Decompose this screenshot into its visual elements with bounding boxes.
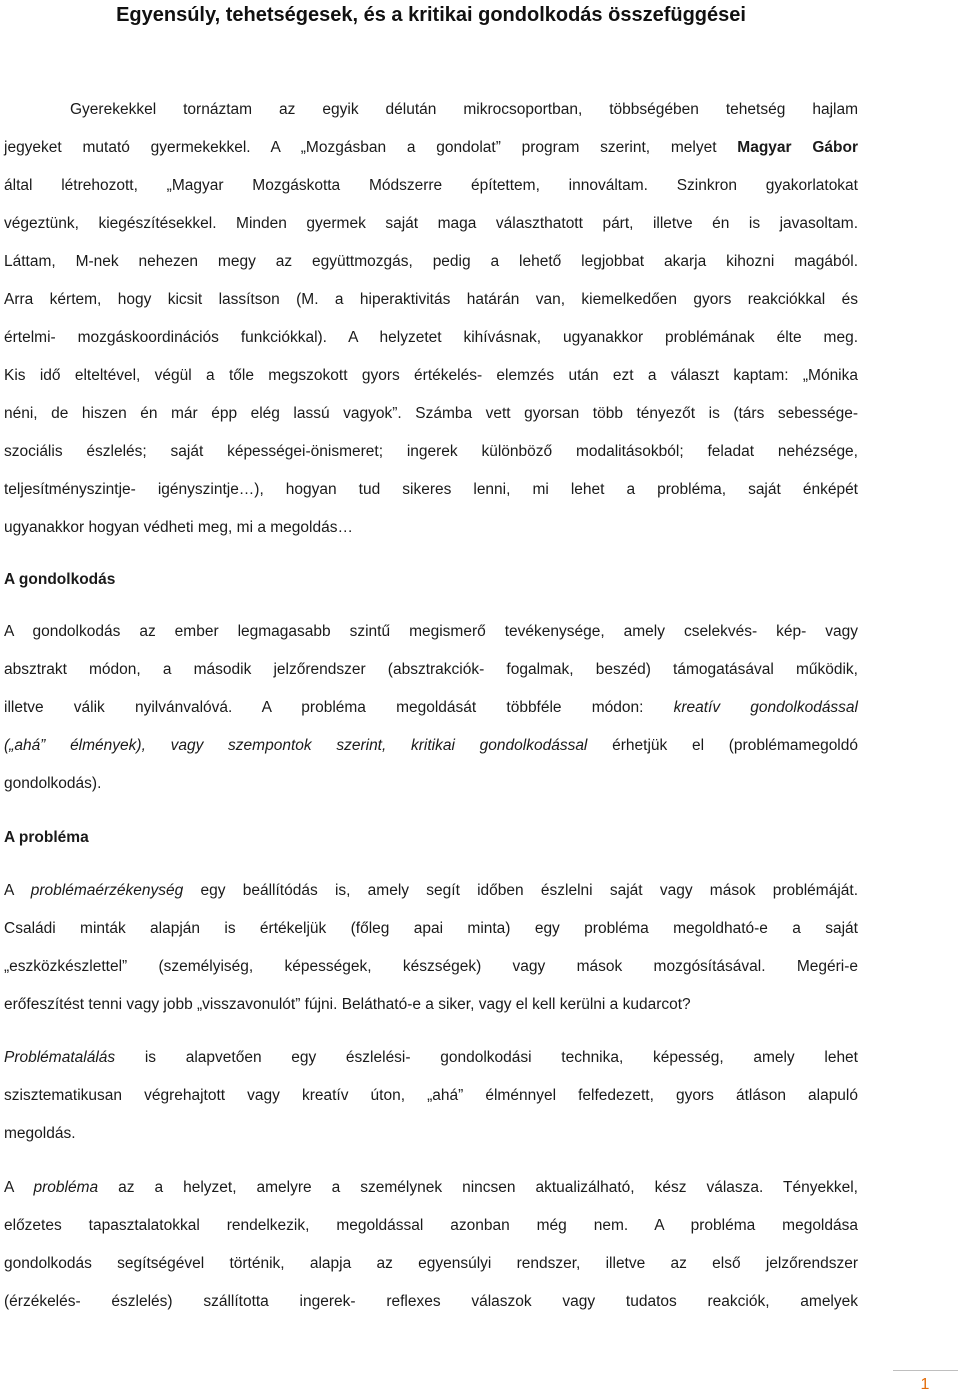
text-segment: egy beállítódás is, amely segít időben észlelni saját vagy mások problémáját.: [183, 882, 858, 899]
text-line: végeztünk, kiegészítésekkel. Minden gyermek saját maga választhatott párt, illetve én is javasoltam.: [4, 215, 858, 232]
footer-divider: [893, 1370, 958, 1371]
paragraph-thinking: [4, 613, 858, 803]
text-line: ugyanakkor hogyan védheti meg, mi a megoldás…: [4, 519, 353, 536]
paragraph-intro: [4, 91, 858, 547]
text-line: [4, 872, 858, 910]
text-segment: is alapvetően egy észlelési- gondolkodási technika, képesség, amely lehet: [115, 1049, 858, 1066]
text-line: gondolkodás segítségével történik, alapja az egyensúlyi rendszer, illetve az első jelzőrendszer: [4, 1255, 858, 1272]
text-line: előzetes tapasztalatokkal rendelkezik, megoldással azonban még nem. A probléma megoldása: [4, 1217, 858, 1234]
text-line: szisztematikusan végrehajtott vagy kreatív úton, „ahá” élménnyel felfedezett, gyors átláson alapuló: [4, 1087, 858, 1104]
text-line: [4, 727, 858, 765]
italic-text: probléma: [33, 1179, 99, 1196]
text-line: Gyerekekkel tornáztam az egyik délután mikrocsoportban, többségében tehetség hajlam: [70, 101, 858, 118]
text-line: „eszközkészlettel” (személyiség, képességek, készségek) vagy mások mozgósításával. Megéri-e: [4, 958, 858, 975]
section-heading-problem: A probléma: [4, 829, 89, 846]
text-segment: A: [4, 1179, 34, 1196]
text-line: Kis idő elteltével, végül a tőle megszokott gyors értékelés- elemzés után ezt a választ kaptam: „Mónika: [4, 367, 858, 384]
text-line: absztrakt módon, a második jelzőrendszer (absztrakciók- fogalmak, beszéd) támogatásával működik,: [4, 661, 858, 678]
bold-text: Magyar Gábor: [737, 139, 858, 156]
text-segment: érhetjük el (problémamegoldó: [587, 737, 858, 754]
text-line: Láttam, M-nek nehezen megy az együttmozgás, pedig a lehető legjobbat akarja kihozni magából.: [4, 253, 858, 270]
text-line: A gondolkodás az ember legmagasabb szintű megismerő tevékenysége, amely cselekvés- kép- vagy: [4, 623, 858, 640]
paragraph-problem-finding: [4, 1039, 858, 1153]
text-segment: A: [4, 882, 31, 899]
text-line: megoldás.: [4, 1125, 76, 1142]
text-line: (érzékelés- észlelés) szállította ingerek- reflexes válaszok vagy tudatos reakciók, amelyek: [4, 1293, 858, 1310]
italic-text: kreatív gondolkodással: [673, 699, 858, 716]
text-segment: az a helyzet, amelyre a személynek nincsen aktualizálható, kész válasza. Tényekkel,: [98, 1179, 858, 1196]
italic-text: („ahá” élmények), vagy szempontok szerint, kritikai gondolkodással: [4, 737, 588, 754]
text-line: néni, de hiszen én már épp elég lassú vagyok”. Számba vett gyorsan több tényezőt is (társ sebessége-: [4, 405, 858, 422]
text-line: [4, 1169, 858, 1207]
text-line: teljesítményszintje- igényszintje…), hogyan tud sikeres lenni, mi lehet a probléma, saját énképét: [4, 481, 858, 498]
text-line: szociális észlelés; saját képességei-önismeret; ingerek különböző modalitásokból; feladat nehézsége,: [4, 443, 858, 460]
paragraph-problem-sensitivity: [4, 872, 858, 1024]
document-title: Egyensúly, tehetségesek, és a kritikai gondolkodás összefüggései: [116, 4, 746, 26]
italic-text: Problématalálás: [4, 1049, 116, 1066]
text-line: [4, 129, 858, 167]
text-segment: jegyeket mutató gyermekekkel. A „Mozgásban a gondolat” program szerint, melyet: [4, 139, 738, 156]
paragraph-problem-definition: [4, 1169, 858, 1321]
text-line: [4, 1039, 858, 1077]
text-segment: illetve válik nyilvánvalóvá. A probléma megoldását többféle módon:: [4, 699, 674, 716]
text-line: értelmi- mozgáskoordinációs funkciókkal). A helyzetet kihívásnak, ugyanakkor problémának élte meg.: [4, 329, 858, 346]
text-line: által létrehozott, „Magyar Mozgáskotta Módszerre építettem, innováltam. Szinkron gyakorlatokat: [4, 177, 858, 194]
text-line: Arra kértem, hogy kicsit lassítson (M. a hiperaktivitás határán van, kiemelkedően gyors reakciókkal és: [4, 291, 858, 308]
text-line: [4, 689, 858, 727]
text-line: erőfeszítést tenni vagy jobb „visszavonulót” fújni. Belátható-e a siker, vagy el kell kerülni a kudarcot?: [4, 996, 691, 1013]
text-line: gondolkodás).: [4, 775, 102, 792]
italic-text: problémaérzékenység: [30, 882, 184, 899]
section-heading-thinking: A gondolkodás: [4, 571, 116, 588]
text-line: Családi minták alapján is értékeljük (főleg apai minta) egy probléma megoldható-e a saját: [4, 920, 858, 937]
page-number: 1: [920, 1376, 930, 1393]
